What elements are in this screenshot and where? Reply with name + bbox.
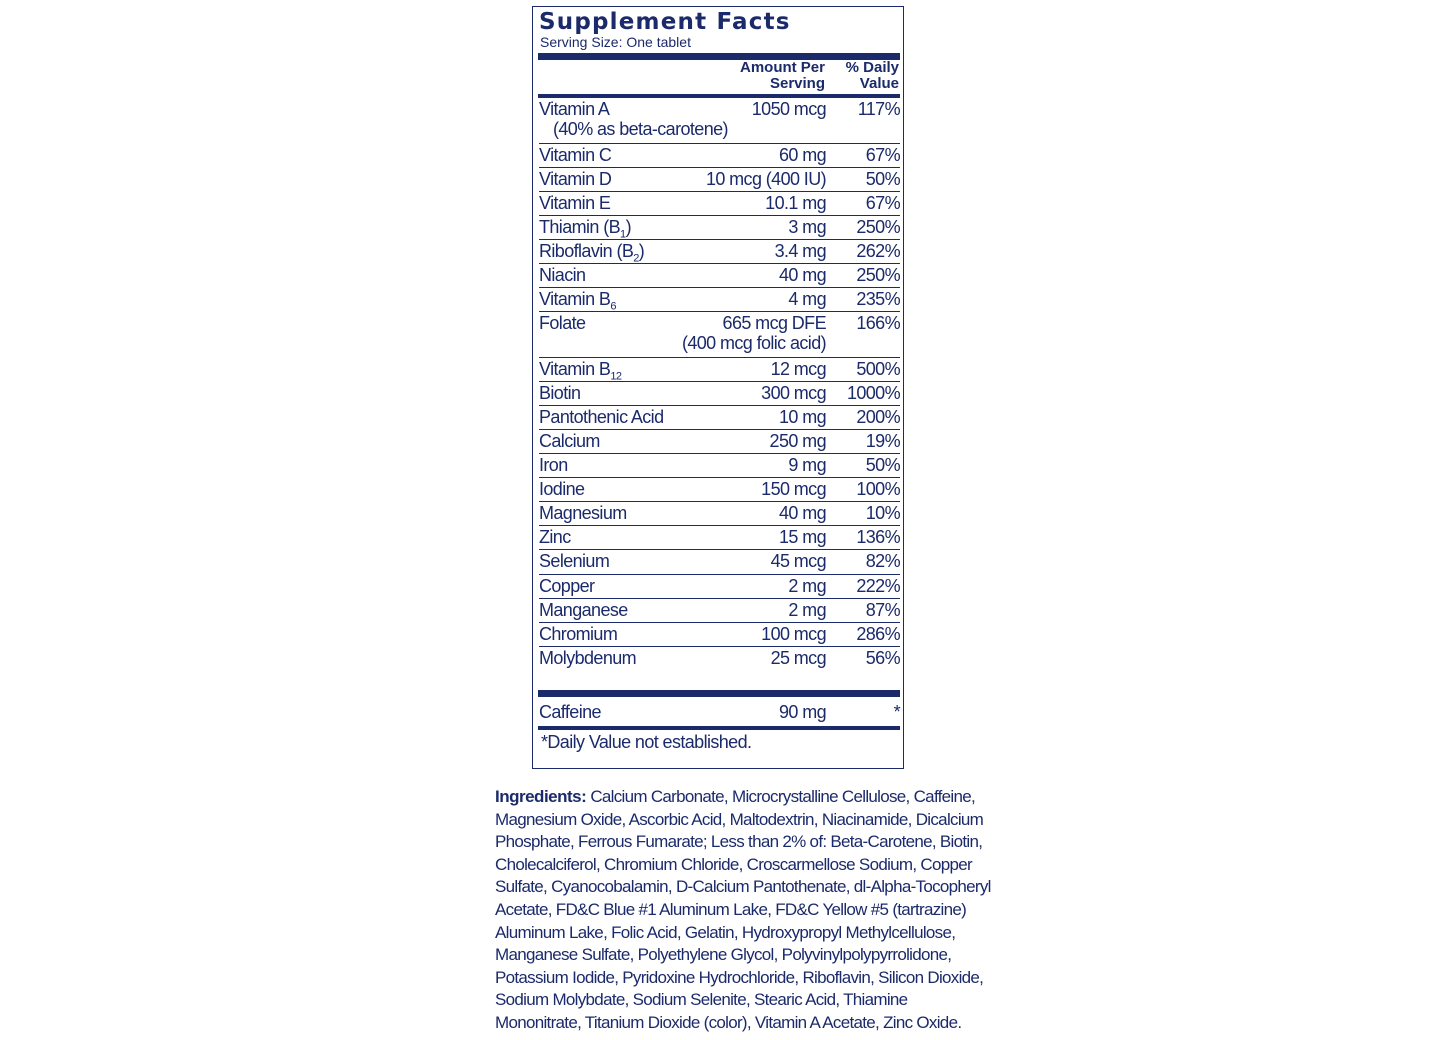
nutrient-row — [539, 382, 900, 406]
nutrient-daily-value: 67% — [865, 144, 900, 165]
nutrient-daily-value: 222% — [856, 575, 900, 596]
nutrient-row — [539, 526, 900, 550]
nutrient-subscript: 1 — [620, 228, 626, 241]
nutrient-daily-value: 235% — [856, 289, 900, 310]
nutrient-daily-value: 500% — [856, 358, 900, 379]
nutrient-amount: 1050 mcg — [751, 99, 826, 119]
nutrient-row — [539, 575, 900, 599]
nutrient-row — [539, 144, 900, 168]
nutrient-amount-detail: (400 mcg folic acid) — [681, 333, 826, 354]
nutrient-name: Chromium — [539, 623, 618, 644]
header-dv-line1: % Daily — [845, 59, 899, 76]
nutrient-name: Vitamin E — [539, 192, 611, 213]
nutrient-row — [539, 502, 900, 526]
nutrient-row — [539, 288, 900, 312]
nutrient-row — [539, 264, 900, 288]
ingredients-line: Phosphate, Ferrous Fumarate; Less than 2% of: Beta-Carotene, Biotin, — [495, 832, 983, 852]
nutrient-row — [539, 192, 900, 216]
ingredients-line: Magnesium Oxide, Ascorbic Acid, Maltodextrin, Niacinamide, Dicalcium — [495, 809, 984, 829]
nutrient-amount: 250 mg — [769, 430, 826, 451]
nutrient-amount: 45 mcg — [770, 551, 826, 572]
nutrient-daily-value: 100% — [856, 479, 900, 500]
nutrient-name: Selenium — [539, 551, 610, 572]
nutrient-row — [539, 623, 900, 647]
nutrient-daily-value: * — [893, 702, 900, 722]
nutrient-amount: 2 mg — [788, 575, 826, 596]
header-daily-value — [846, 60, 899, 92]
ingredients-line: Mononitrate, Titanium Dioxide (color), Vitamin A Acetate, Zinc Oxide. — [495, 1012, 962, 1032]
nutrient-amount: 2 mg — [788, 599, 826, 620]
nutrient-name: Caffeine — [539, 702, 601, 722]
nutrient-row — [539, 478, 900, 502]
nutrient-amount: 3.4 mg — [774, 240, 826, 261]
nutrient-amount: 100 mcg — [761, 623, 826, 644]
nutrient-amount: 12 mcg — [770, 358, 826, 379]
nutrient-name: Vitamin A — [539, 99, 610, 119]
nutrient-daily-value: 117% — [857, 99, 900, 119]
nutrient-daily-value: 56% — [865, 647, 900, 668]
nutrient-row — [539, 240, 900, 264]
nutrient-name: Folate — [539, 313, 586, 334]
nutrient-name: Vitamin C — [539, 144, 612, 165]
nutrient-row — [539, 454, 900, 478]
nutrient-daily-value: 87% — [865, 599, 900, 620]
ingredients-line: Manganese Sulfate, Polyethylene Glycol, Polyvinylpolypyrrolidone, — [495, 945, 952, 965]
nutrient-row — [539, 312, 900, 358]
nutrient-name-detail: (40% as beta-carotene) — [553, 119, 728, 139]
nutrient-row — [539, 216, 900, 240]
nutrient-amount: 300 mcg — [761, 382, 826, 403]
nutrient-daily-value: 10% — [865, 503, 900, 524]
nutrient-name: Magnesium — [539, 503, 627, 524]
nutrient-name: Molybdenum — [539, 647, 637, 668]
nutrient-amount: 665 mcg DFE — [722, 313, 826, 334]
nutrient-amount: 15 mg — [778, 527, 826, 548]
ingredients-line: Sulfate, Cyanocobalamin, D-Calcium Pantothenate, dl-Alpha-Tocopheryl — [495, 877, 991, 897]
header-amount-line1: Amount Per — [739, 59, 825, 76]
nutrient-row — [539, 550, 900, 574]
nutrient-row — [539, 406, 900, 430]
panel-title: Supplement Facts — [539, 9, 791, 35]
ingredients-line: Potassium Iodide, Pyridoxine Hydrochloride, Riboflavin, Silicon Dioxide, — [495, 967, 984, 987]
divider-bar — [538, 726, 900, 730]
header-amount-per-serving — [740, 60, 825, 92]
nutrient-daily-value: 250% — [856, 216, 900, 237]
nutrient-name: Vitamin D — [539, 168, 612, 189]
nutrient-subscript: 12 — [610, 370, 622, 383]
ingredients-label: Ingredients: — [495, 787, 587, 806]
nutrient-amount: 10 mg — [778, 406, 826, 427]
nutrient-amount: 40 mg — [778, 503, 826, 524]
ingredients-text — [495, 786, 991, 1035]
nutrient-daily-value: 82% — [865, 551, 900, 572]
nutrient-amount: 3 mg — [788, 216, 826, 237]
nutrient-row — [539, 358, 900, 382]
divider-bar — [538, 690, 900, 697]
nutrient-amount: 10 mcg (400 IU) — [705, 168, 826, 189]
ingredients-line: Ingredients: Calcium Carbonate, Microcrystalline Cellulose, Caffeine, — [495, 787, 976, 806]
nutrient-daily-value: 67% — [865, 192, 900, 213]
nutrient-name: Iodine — [539, 479, 585, 500]
nutrient-daily-value: 200% — [856, 406, 900, 427]
nutrient-name: Iron — [539, 455, 568, 476]
nutrient-daily-value: 50% — [865, 455, 900, 476]
nutrient-subscript: 6 — [610, 300, 616, 313]
nutrient-name: Pantothenic Acid — [539, 406, 664, 427]
nutrient-subscript: 2 — [633, 252, 639, 265]
nutrient-table — [539, 98, 900, 671]
nutrient-row — [539, 430, 900, 454]
nutrient-amount: 4 mg — [788, 289, 826, 310]
ingredients-line: Cholecalciferol, Chromium Chloride, Croscarmellose Sodium, Copper — [495, 854, 972, 874]
nutrient-amount: 60 mg — [778, 144, 826, 165]
nutrient-row — [539, 599, 900, 623]
nutrient-daily-value: 136% — [856, 527, 900, 548]
nutrient-daily-value: 286% — [856, 623, 900, 644]
header-dv-line2: Value — [859, 75, 899, 92]
nutrient-amount: 150 mcg — [761, 479, 826, 500]
nutrient-row — [539, 647, 900, 671]
nutrient-name: Copper — [539, 575, 595, 596]
nutrient-name: Riboflavin $(B_2)$ — [539, 240, 645, 265]
nutrient-name: Calcium — [539, 430, 600, 451]
nutrient-amount: 40 mg — [778, 264, 826, 285]
nutrient-name: Niacin — [539, 264, 586, 285]
nutrient-row — [539, 168, 900, 192]
nutrient-daily-value: 1000% — [846, 382, 900, 403]
nutrient-amount: 25 mcg — [770, 647, 826, 668]
nutrient-daily-value: 50% — [865, 168, 900, 189]
ingredients-line: Sodium Molybdate, Sodium Selenite, Stearic Acid, Thiamine — [495, 990, 908, 1010]
nutrient-daily-value: 250% — [856, 264, 900, 285]
header-amount-line2: Serving — [769, 75, 825, 92]
nutrient-daily-value: 262% — [856, 240, 900, 261]
nutrient-daily-value: 166% — [856, 313, 900, 334]
nutrient-name: Manganese — [539, 599, 628, 620]
nutrient-row — [539, 98, 900, 144]
nutrient-name: Vitamin $B_{12}$ — [539, 358, 622, 383]
nutrient-name: Zinc — [539, 527, 571, 548]
ingredients-line: Acetate, FD&C Blue #1 Aluminum Lake, FD&C Yellow #5 (tartrazine) — [495, 899, 967, 919]
nutrient-amount: 90 mg — [778, 702, 826, 722]
nutrient-name: Vitamin $B_6$ — [539, 289, 616, 313]
footnote: *Daily Value not established. — [541, 732, 752, 752]
serving-size: Serving Size: One tablet — [540, 34, 691, 50]
nutrient-daily-value: 19% — [865, 430, 900, 451]
ingredients-line: Aluminum Lake, Folic Acid, Gelatin, Hydroxypropyl Methylcellulose, — [495, 922, 956, 942]
supplement-facts-panel — [532, 6, 904, 769]
nutrient-amount: 9 mg — [788, 455, 826, 476]
nutrient-name: Biotin — [539, 382, 581, 403]
nutrient-amount: 10.1 mg — [765, 192, 826, 213]
nutrient-name: Thiamin $(B_1)$ — [539, 216, 631, 241]
caffeine-row — [539, 697, 900, 726]
